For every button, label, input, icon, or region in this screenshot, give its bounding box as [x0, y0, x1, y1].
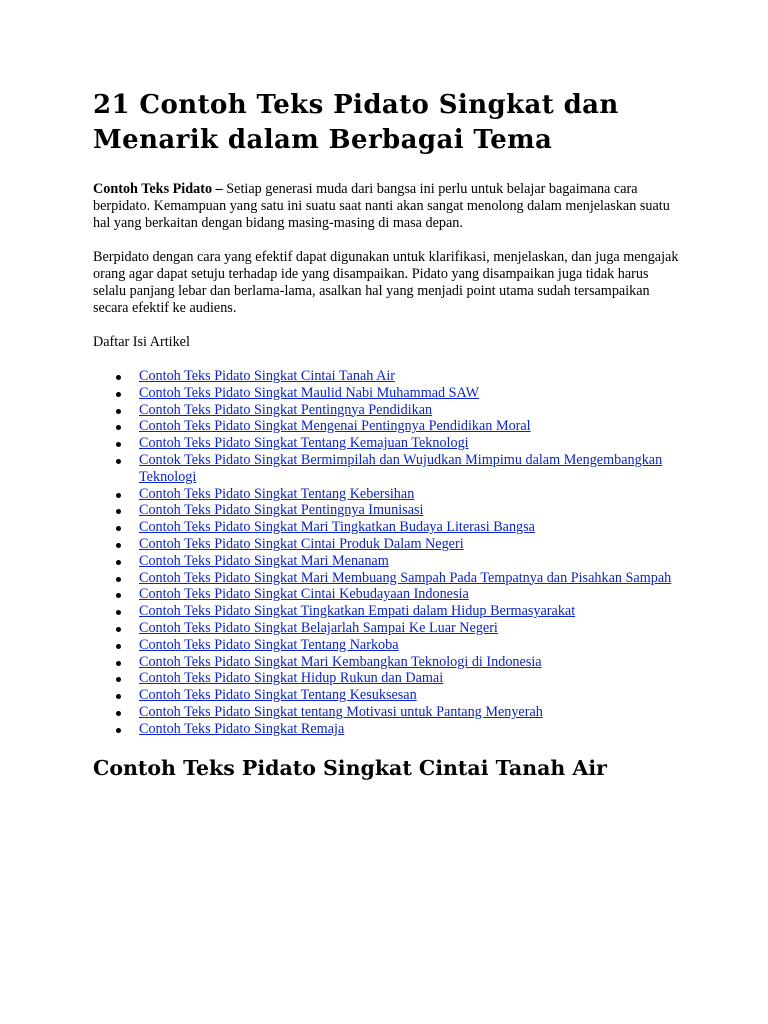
page-title: 21 Contoh Teks Pidato Singkat dan Menarik dalam Berbagai Tema: [93, 90, 619, 155]
toc-item: [139, 704, 683, 721]
body-paragraph: Berpidato dengan cara yang efektif dapat digunakan untuk klarifikasi, menjelaskan, dan juga mengajak orang agar dapat setuju terhadap ide yang disampaikan. Pidato yang disampaikan juga tidak harus selalu panjang lebar dan berlama-lama, asalkan hal yang menjadi point utama sudah tersampaikan secara efektif ke audiens.: [93, 249, 679, 316]
toc-item: [139, 603, 683, 620]
toc-item: [139, 536, 683, 553]
toc-item: [139, 570, 683, 587]
toc-label: Daftar Isi Artikel: [93, 334, 190, 350]
toc-link[interactable]: Contoh Teks Pidato Singkat Mari Tingkatkan Budaya Literasi Bangsa: [139, 519, 535, 536]
section-heading: Contoh Teks Pidato Singkat Cintai Tanah Air: [93, 755, 607, 780]
intro-lead: Contoh Teks Pidato –: [93, 181, 223, 197]
toc-item: [139, 670, 683, 687]
toc-link[interactable]: Contoh Teks Pidato Singkat Tentang Kesuksesan: [139, 687, 417, 704]
toc-item: [139, 418, 683, 435]
toc-item: [139, 721, 683, 738]
toc-link[interactable]: Contoh Teks Pidato Singkat Belajarlah Sampai Ke Luar Negeri: [139, 619, 498, 636]
toc-link[interactable]: Contoh Teks Pidato Singkat Cintai Tanah Air: [139, 368, 396, 384]
toc-item: [139, 586, 683, 603]
toc-link[interactable]: Contoh Teks Pidato Singkat Cintai Produk Dalam Negeri: [139, 535, 464, 552]
toc-item: [139, 452, 683, 486]
toc-link[interactable]: Contoh Teks Pidato Singkat Remaja: [139, 720, 345, 737]
document-page: [93, 88, 683, 782]
toc-link[interactable]: Contoh Teks Pidato Singkat Pentingnya Pendidikan: [139, 401, 433, 418]
toc-item: [139, 502, 683, 519]
toc-link[interactable]: Contoh Teks Pidato Singkat Cintai Kebudayaan Indonesia: [139, 586, 469, 603]
toc-item: [139, 435, 683, 452]
toc-item: [139, 385, 683, 402]
toc-link[interactable]: Contoh Teks Pidato Singkat Mari Membuang Sampah Pada Tempatnya dan Pisahkan Sampah: [139, 569, 672, 586]
toc-link[interactable]: Contoh Teks Pidato Singkat Tentang Kemajuan Teknologi: [139, 435, 469, 452]
toc-item: [139, 687, 683, 704]
toc-item: [139, 486, 683, 503]
toc-link[interactable]: Contok Teks Pidato Singkat Bermimpilah dan Wujudkan Mimpimu dalam Mengembangkan Teknologi: [139, 451, 663, 485]
toc-link[interactable]: Contoh Teks Pidato Singkat tentang Motivasi untuk Pantang Menyerah: [139, 703, 543, 720]
toc-item: [139, 519, 683, 536]
toc-item: [139, 402, 683, 419]
toc-link[interactable]: Contoh Teks Pidato Singkat Pentingnya Imunisasi: [139, 502, 424, 519]
toc-link[interactable]: Contoh Teks Pidato Singkat Tentang Kebersihan: [139, 485, 415, 502]
toc-link[interactable]: Contoh Teks Pidato Singkat Mengenai Pentingnya Pendidikan Moral: [139, 418, 531, 435]
toc-item: [139, 553, 683, 570]
toc-link[interactable]: Contoh Teks Pidato Singkat Hidup Rukun dan Damai: [139, 670, 444, 687]
toc-item: [139, 620, 683, 637]
intro-text: Setiap generasi muda dari bangsa ini perlu untuk belajar bagaimana cara berpidato. Kemampuan yang satu ini suatu saat nanti akan sangat menolong dalam menjelaskan suatu hal yang berkaitan dengan bidang masing-masing di masa depan.: [93, 181, 670, 231]
toc-link[interactable]: Contoh Teks Pidato Singkat Mari Menanam: [139, 552, 389, 569]
toc-item: [139, 654, 683, 671]
intro-paragraph: [93, 181, 683, 232]
toc-item: [139, 637, 683, 654]
toc-link[interactable]: Contoh Teks Pidato Singkat Mari Kembangkan Teknologi di Indonesia: [139, 653, 542, 670]
toc-link[interactable]: Contoh Teks Pidato Singkat Maulid Nabi Muhammad SAW: [139, 384, 480, 401]
table-of-contents: [93, 368, 683, 738]
toc-item: [139, 368, 683, 385]
toc-link[interactable]: Contoh Teks Pidato Singkat Tingkatkan Empati dalam Hidup Bermasyarakat: [139, 603, 576, 620]
toc-link[interactable]: Contoh Teks Pidato Singkat Tentang Narkoba: [139, 636, 399, 653]
